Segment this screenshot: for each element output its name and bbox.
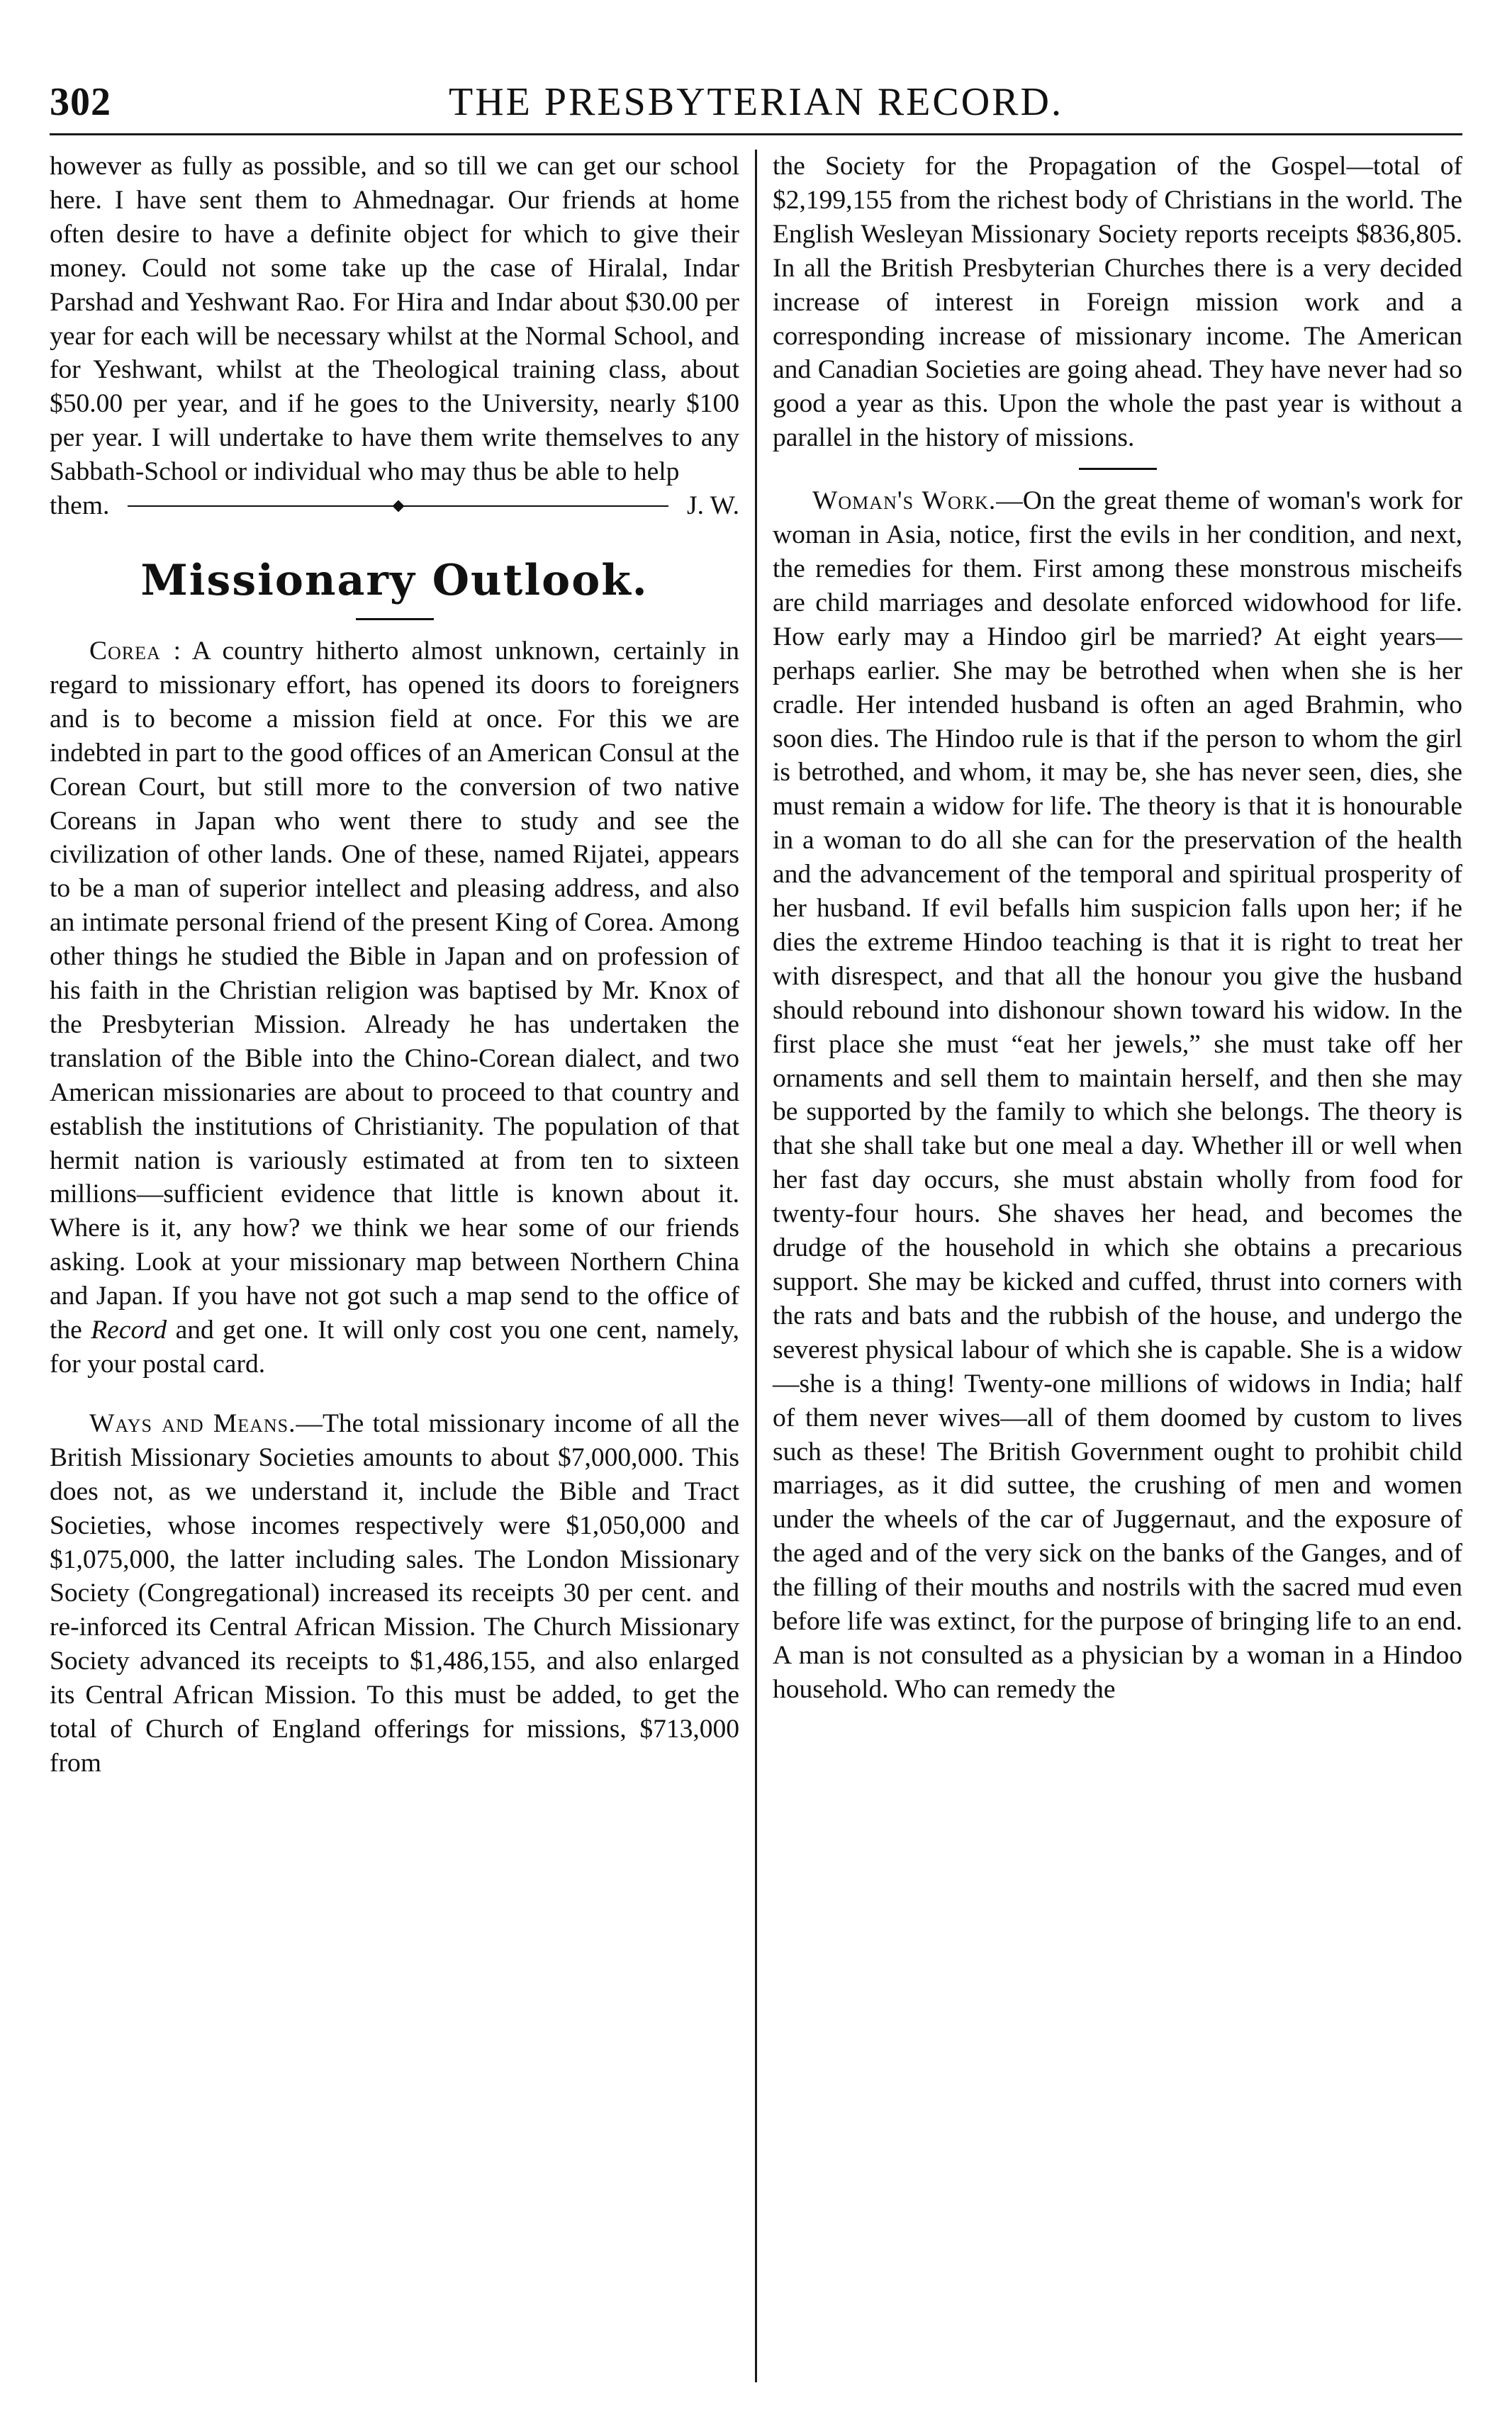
letter-last-word: them. [50, 491, 110, 521]
section-title: Missionary Outlook. [140, 555, 649, 605]
letter-signature: J. W. [687, 491, 739, 521]
ways-text: —The total missionary income of all the British Missionary Societies amounts to about $7,000,000. This does not, as we understand it, include the Bible and Tract Societies, whose incomes respectively were $1,050,000 and $1,075,000, the latter including sales. The London Missionary Society (Congregational) increased its receipts 30 per cent. and re-inforced its Central African Mission. The Church Missionary Society advanced its receipts to $1,486,155, and also enlarged its Central African Mission. To this must be added, to get the total of Church of England offerings for missions, $713,000 from [50, 1408, 740, 1778]
page-number: 302 [50, 80, 111, 124]
corea-separator: : [160, 636, 192, 666]
letter-signature-line [50, 489, 739, 523]
right-column [757, 150, 1462, 2382]
corea-text-end: and get one. It will only cost you one cent, namely, for your postal card. [50, 1316, 740, 1379]
woman-text: —On the great theme of woman's work for woman in Asia, notice, first the evils in her condition, and next, the remedies for them. First among these monstrous mischeifs are child marriages and desolate enforced widowhood for life. How early may a Hindoo girl be married? At eight years—perhaps earlier. She may be betrothed when when she is her cradle. Her intended husband is often an aged Brahmin, who soon dies. The Hindoo rule is that if the person to whom the girl is betrothed, and whom, it may be, she has never seen, dies, she must remain a widow for life. The theory is that it is honourable in a woman to do all she can for the preservation of the health and the advancement of the temporal and spiritual prosperity of her husband. If evil befalls him suspicion falls upon her; if he dies the extreme Hindoo teaching is that it is right to treat her with disrespect, and that all the honour you give the husband should rebound into dishonour shown toward his widow. In the first place she must “eat her jewels,” she must take off her ornaments and sell them to maintain herself, and then she may be supported by the family to which she belongs. The theory is that she shall take but one meal a day. Whether ill or well when her fast day occurs, she must abstain wholly from food for twenty-four hours. She shaves her head, and becomes the drudge of the household in which she obtains a precarious support. She may be kicked and cuffed, thrust into corners with the rats and bats and the rubbish of the house, and undergo the severest physical labour of which she is capable. She is a widow—she is a thing! Twenty-one millions of widows in India; half of them never wives—all of them doomed by custom to lives such as these! The British Government ought to prohibit child marriages, as it did suttee, the crushing of men and women under the wheels of the car of Juggernaut, and the exposure of the aged and of the very sick on the banks of the Ganges, and of the filling of their mouths and nostrils with the sacred mud even before life was extinct, for the purpose of bringing life to an end. A man is not consulted as a physician by a woman in a Hindoo household. Who can remedy the [773, 486, 1462, 1704]
section-divider [1079, 468, 1157, 470]
corea-paragraph [50, 634, 739, 1381]
running-title: THE PRESBYTERIAN RECORD. [449, 80, 1063, 124]
ways-lead: Ways and Means. [89, 1408, 296, 1438]
ways-continued-paragraph: the Society for the Propagation of the Gospel—total of $2,199,155 from the richest body of Christians in the world. The English Wesleyan Missionary Society reports receipts $836,805. In all the British Presbyterian Churches there is a very decided increase of interest in Foreign mission work and a corresponding increase of missionary income. The American and Canadian Societies are going ahead. They have never had so good a year as this. Upon the whole the past year is without a parallel in the history of missions. [773, 152, 1462, 453]
paragraph-gap [50, 1381, 739, 1407]
left-column [50, 150, 755, 2382]
ornamental-rule [128, 505, 668, 507]
corea-lead: Corea [89, 636, 161, 666]
page-header [50, 77, 1462, 135]
corea-text: A country hitherto almost unknown, certainly in regard to missionary effort, has opened its doors to foreigners and is to become a mission field at once. For this we are indebted in part to the good offices of an American Consul at the Corean Court, but still more to the conversion of two native Coreans in Japan who went there to study and see the civilization of other lands. One of these, named Rijatei, appears to be a man of superior intellect and pleasing address, and also an intimate personal friend of the present King of Corea. Among other things he studied the Bible in Japan and on profession of his faith in the Christian religion was baptised by Mr. Knox of the Presbyterian Mission. Already he has undertaken the translation of the Bible into the Chino-Corean dialect, and two American missionaries are about to proceed to that country and establish the institutions of Christianity. The population of that hermit nation is variously estimated at from ten to sixteen millions—sufficient evidence that little is known about it. Where is it, any how? we think we hear some of our friends asking. Look at your missionary map between Northern China and Japan. If you have not got such a map send to the office of the [50, 636, 739, 1345]
section-divider [356, 618, 434, 620]
woman-paragraph [773, 484, 1462, 1707]
ways-paragraph [50, 1407, 739, 1781]
woman-lead: Woman's Work. [812, 486, 997, 516]
article-columns [50, 150, 1462, 2382]
record-title: Record [91, 1316, 167, 1345]
letter-paragraph: however as fully as possible, and so till we can get our school here. I have sent them to Ahmednagar. Our friends at home often desire to have a definite object for which to give their money. Could not some take up the case of Hiralal, Indar Parshad and Yeshwant Rao. For Hira and Indar about $30.00 per year for each will be necessary whilst at the Normal School, and for Yeshwant, whilst at the Theological training class, about $50.00 per year, and if he goes to the University, nearly $100 per year. I will undertake to have them write themselves to any Sabbath-School or individual who may thus be able to help [50, 152, 739, 487]
